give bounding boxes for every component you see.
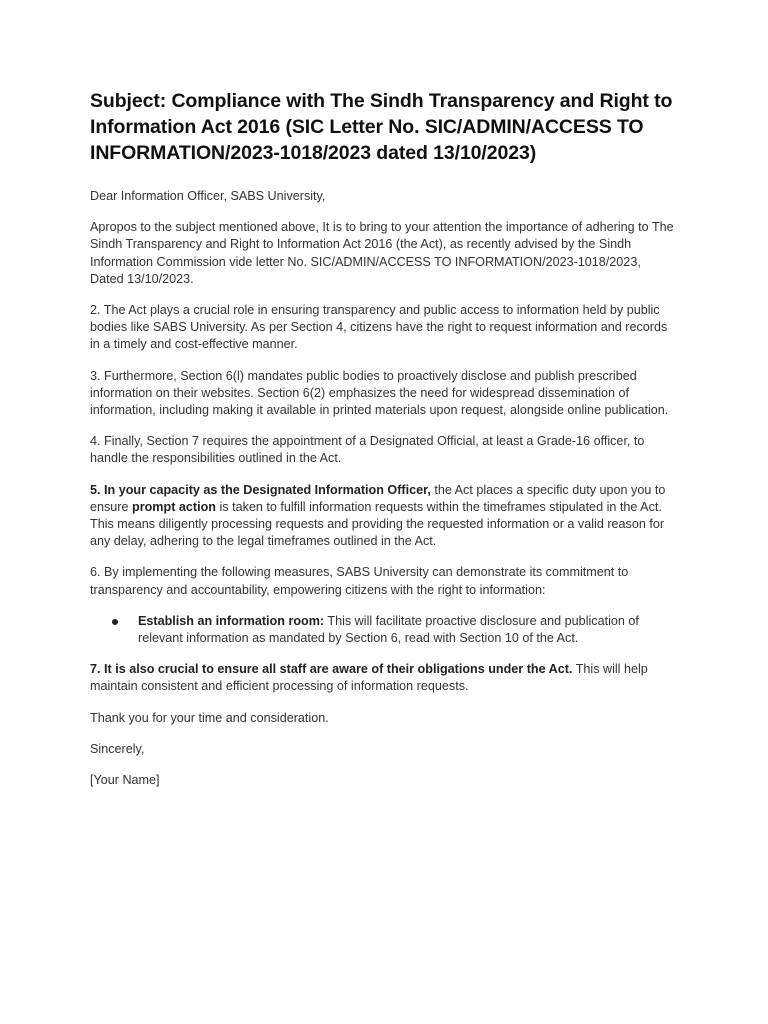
list-item-bold-lead: Establish an information room: bbox=[138, 613, 325, 628]
page-title: Subject: Compliance with The Sindh Transparency and Right to Information Act 2016 (SIC Letter No. SIC/ADMIN/ACCESS TO INFORMATION/2023-1018/2023 dated 13/10/2023) bbox=[90, 90, 673, 164]
salutation: Dear Information Officer, SABS University, bbox=[90, 189, 326, 203]
paragraph-5-bold-inline: prompt action bbox=[132, 499, 216, 514]
list-item bbox=[112, 613, 676, 647]
paragraph-5 bbox=[90, 482, 676, 551]
paragraph-7-text: This will help maintain consistent and efficient processing of information requests. bbox=[90, 662, 648, 694]
paragraph-5-text-part1: the Act places a specific duty upon you to ensure bbox=[90, 482, 666, 514]
sign-off bbox=[90, 710, 676, 790]
paragraph-1: Apropos to the subject mentioned above, It is to bring to your attention the importance of adhering to The Sindh Transparency and Right to Information Act 2016 (the Act), as recently advised by the Sindh Information Commission vide letter No. SIC/ADMIN/ACCESS TO INFORMATION/2023-1018/2023, Dated 13/10/2023. bbox=[90, 220, 674, 286]
paragraph-6: 6. By implementing the following measures, SABS University can demonstrate its commitment to transparency and accountability, empowering citizens with the right to information: bbox=[90, 565, 629, 597]
paragraph-5-text-part2: is taken to fulfill information requests within the timeframes stipulated in the Act. This means diligently processing requests and providing the requested information or a valid reason for any delay, adhering to the legal timeframes outlined in the Act. bbox=[90, 499, 665, 549]
paragraph-7-bold-lead: 7. It is also crucial to ensure all staff are aware of their obligations under the Act. bbox=[90, 662, 573, 677]
list-item-text: This will facilitate proactive disclosure and publication of relevant information as mandated by Section 6, read with Section 10 of the Act. bbox=[138, 613, 639, 646]
paragraph-5-bold-lead: 5. In your capacity as the Designated Information Officer, bbox=[90, 482, 431, 497]
paragraph-4: 4. Finally, Section 7 requires the appointment of a Designated Official, at least a Grade-16 officer, to handle the responsibilities outlined in the Act. bbox=[90, 434, 645, 466]
closing-line: Sincerely, bbox=[90, 741, 145, 756]
paragraph-2: 2. The Act plays a crucial role in ensuring transparency and public access to information held by public bodies like SABS University. As per Section 4, citizens have the right to request information and records in a timely and cost-effective manner. bbox=[90, 303, 668, 352]
signature-placeholder: [Your Name] bbox=[90, 773, 160, 788]
thanks-line: Thank you for your time and consideration. bbox=[90, 710, 329, 725]
measures-list bbox=[90, 613, 676, 647]
paragraph-7 bbox=[90, 661, 676, 695]
paragraph-3: 3. Furthermore, Section 6(l) mandates public bodies to proactively disclose and publish prescribed information on their websites. Section 6(2) emphasizes the need for widespread dissemination of information, including making it available in printed materials upon request, alongside online publication. bbox=[90, 368, 669, 418]
